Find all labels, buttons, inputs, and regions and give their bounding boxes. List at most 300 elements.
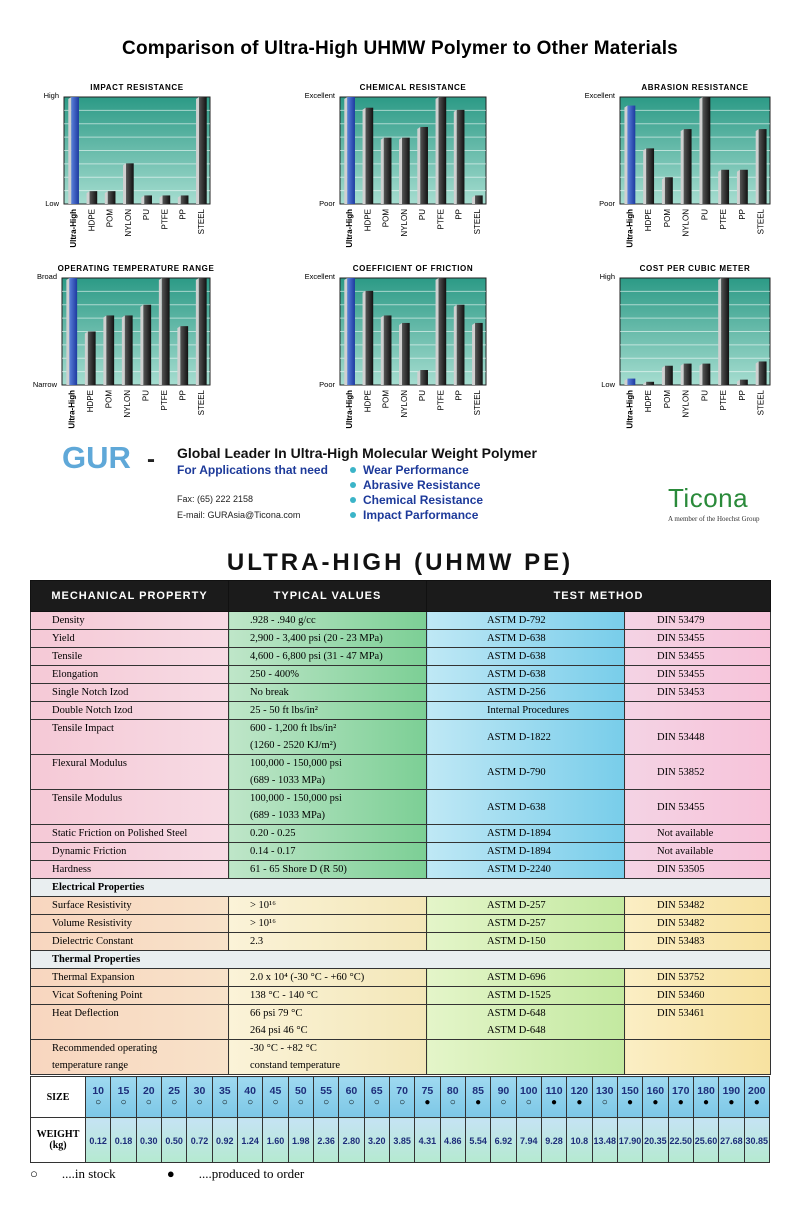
weight-cell [491, 1118, 516, 1163]
weight-cell [516, 1118, 541, 1163]
bar [721, 170, 729, 204]
property-cell-text: temperature range [52, 1060, 129, 1071]
size-cell [516, 1077, 541, 1118]
astm-cell [427, 987, 625, 1005]
bullet-icon [350, 497, 356, 503]
weight-value: 2.36 [317, 1136, 335, 1146]
value-cell [229, 969, 427, 987]
din-cell-text: DIN 53460 [657, 990, 705, 1001]
size-cell [415, 1077, 440, 1118]
table-header-row [31, 581, 771, 612]
bar [90, 191, 98, 204]
value-cell [229, 755, 427, 790]
bar [347, 97, 355, 204]
value-cell [229, 790, 427, 825]
size-cell [263, 1077, 288, 1118]
weight-value: 1.24 [241, 1136, 259, 1146]
astm-cell-text: ASTM D-1894 [487, 846, 551, 857]
bar-side [381, 138, 384, 204]
open-circle-icon: ○ [171, 1097, 178, 1108]
bar-side [363, 291, 366, 385]
bar-side [718, 278, 721, 385]
weight-value: 1.60 [266, 1136, 285, 1146]
astm-cell-text: ASTM D-792 [487, 615, 546, 626]
weight-cell [668, 1118, 693, 1163]
bar [475, 323, 483, 385]
size-value: 120 [570, 1085, 589, 1097]
open-circle-icon: ○ [323, 1097, 330, 1108]
table-row [31, 666, 771, 684]
header-property: MECHANICAL PROPERTY [31, 581, 229, 612]
value-cell-text: (689 - 1033 MPa) [250, 810, 325, 821]
value-cell [229, 897, 427, 915]
astm-cell [427, 648, 625, 666]
bar [88, 332, 96, 386]
size-cell [161, 1077, 186, 1118]
ticona-tagline: A member of the Hoechst Group [668, 515, 760, 523]
stock-legend [30, 1166, 352, 1182]
din-cell [625, 915, 771, 933]
size-value: 50 [294, 1085, 307, 1097]
property-cell [31, 648, 229, 666]
din-cell-text: DIN 53505 [657, 864, 705, 875]
bar-chart [33, 264, 215, 429]
din-cell [625, 987, 771, 1005]
bar-side [140, 305, 143, 385]
weight-cell [541, 1118, 566, 1163]
bar-side [436, 97, 439, 204]
bar [740, 170, 748, 204]
astm-cell-text: ASTM D-1822 [487, 731, 551, 743]
feature-item [350, 463, 483, 478]
astm-cell-text: ASTM D-638 [487, 651, 546, 662]
size-value: 200 [748, 1085, 766, 1097]
fax-number: Fax: (65) 222 2158 [177, 494, 254, 504]
filled-circle-icon: ● [753, 1097, 760, 1108]
section-title: Thermal Properties [31, 951, 771, 969]
weight-cell [161, 1118, 186, 1163]
size-cell [567, 1077, 592, 1118]
bar-side [681, 129, 684, 204]
filled-circle-icon: ● [728, 1097, 735, 1108]
property-cell-text: Double Notch Izod [52, 705, 133, 716]
weight-value: 2.80 [342, 1136, 361, 1146]
din-cell [625, 861, 771, 879]
property-cell-text: Flexural Modulus [52, 758, 127, 769]
table-row [31, 790, 771, 825]
bar [457, 110, 465, 204]
bar [684, 364, 692, 385]
weight-cell [693, 1118, 718, 1163]
bar [199, 97, 207, 204]
property-cell [31, 612, 229, 630]
y-label-bottom: Poor [319, 199, 335, 208]
weight-cell [313, 1118, 338, 1163]
size-value: 15 [117, 1085, 130, 1097]
property-cell-text: Hardness [52, 864, 92, 875]
size-value: 130 [595, 1085, 614, 1097]
size-value: 80 [446, 1085, 459, 1097]
bar-chart [305, 264, 486, 429]
gur-dash: - [147, 446, 155, 473]
bar-side [643, 148, 646, 204]
category-label: POM [662, 390, 672, 409]
property-cell [31, 915, 229, 933]
astm-cell [427, 612, 625, 630]
property-cell-text: Vicat Softening Point [52, 990, 143, 1001]
value-cell [229, 684, 427, 702]
category-label: Ultra-High [69, 209, 79, 248]
category-label: PP [454, 209, 464, 220]
category-label: POM [381, 209, 391, 228]
din-cell-text: DIN 53482 [657, 918, 705, 929]
bar [384, 315, 392, 385]
bar-side [68, 97, 71, 204]
bar [665, 366, 673, 385]
size-value: 170 [671, 1085, 690, 1097]
table-row [31, 702, 771, 720]
bar [347, 278, 355, 385]
category-label: NYLON [122, 390, 132, 418]
property-cell [31, 987, 229, 1005]
header-method: TEST METHOD [427, 581, 771, 612]
bar [457, 305, 465, 385]
property-cell-text: Density [52, 615, 85, 626]
open-circle-icon: ○ [601, 1097, 608, 1108]
category-label: NYLON [123, 209, 133, 237]
size-value: 35 [218, 1085, 231, 1097]
table-row [31, 612, 771, 630]
y-label-top: High [599, 272, 615, 281]
size-cell [491, 1077, 516, 1118]
value-cell-text: 0.14 - 0.17 [250, 846, 296, 857]
y-label-top: Excellent [304, 272, 335, 281]
open-circle-icon: ○ [373, 1097, 380, 1108]
astm-cell [427, 1040, 625, 1075]
size-value: 20 [142, 1085, 155, 1097]
value-cell-text: 0.20 - 0.25 [250, 828, 296, 839]
size-cell [541, 1077, 566, 1118]
category-label: PTFE [719, 390, 729, 411]
bar [163, 195, 171, 204]
bar [384, 138, 392, 204]
open-circle-icon: ○ [221, 1097, 228, 1108]
property-cell [31, 1005, 229, 1040]
din-cell-text: DIN 53455 [657, 651, 705, 662]
din-cell [625, 720, 771, 755]
din-cell [625, 702, 771, 720]
feature-item [350, 508, 483, 523]
bar [71, 97, 79, 204]
bar-side [756, 129, 759, 204]
din-cell [625, 630, 771, 648]
din-cell-text: DIN 53455 [657, 801, 705, 813]
table-row [31, 630, 771, 648]
feature-label: Impact Parformance [363, 508, 479, 522]
bar [439, 278, 447, 385]
bar-side [381, 315, 384, 385]
value-cell-text: 66 psi 79 °C [250, 1008, 303, 1019]
category-label: POM [105, 209, 115, 228]
size-cell [465, 1077, 490, 1118]
din-cell [625, 612, 771, 630]
weight-value: 0.30 [140, 1136, 158, 1146]
value-cell-text: 264 psi 46 °C [250, 1025, 308, 1036]
table-row [31, 969, 771, 987]
bar-side [472, 323, 475, 385]
bar [402, 323, 410, 385]
category-label: STEEL [472, 390, 482, 416]
size-value: 90 [497, 1085, 510, 1097]
size-value: 110 [545, 1085, 563, 1097]
bar [366, 108, 374, 204]
bar [366, 291, 374, 385]
weight-cell [364, 1118, 389, 1163]
din-cell-text: DIN 53483 [657, 936, 705, 947]
applications-intro: For Applications that need [177, 463, 328, 477]
property-cell-text: Surface Resistivity [52, 900, 132, 911]
feature-label: Abrasive Resistance [363, 478, 481, 492]
astm-cell [427, 825, 625, 843]
property-cell-text: Recommended operating [52, 1043, 158, 1054]
bar-side [417, 370, 420, 385]
weight-value: 0.18 [114, 1136, 133, 1146]
value-cell [229, 702, 427, 720]
filled-circle-icon: ● [652, 1097, 659, 1108]
y-label-bottom: Poor [319, 380, 335, 389]
category-label: HDPE [363, 390, 373, 413]
bar-side [454, 110, 457, 204]
category-label: Ultra-High [345, 390, 355, 429]
weight-cell [643, 1118, 668, 1163]
astm-cell [427, 720, 625, 755]
size-value: 150 [621, 1085, 639, 1097]
property-cell [31, 1040, 229, 1075]
category-label: PU [700, 390, 710, 402]
weight-cell [719, 1118, 744, 1163]
astm-cell-text: ASTM D-696 [487, 972, 546, 983]
size-cell [136, 1077, 161, 1118]
bar [106, 315, 114, 385]
property-cell [31, 843, 229, 861]
size-cell [617, 1077, 642, 1118]
chart-title: Coefficient of Friction [352, 264, 474, 273]
size-cell [389, 1077, 414, 1118]
table-row [31, 720, 771, 755]
page-title: Comparison of Ultra-High UHMW Polymer to Other Materials [122, 38, 678, 59]
email-address[interactable]: E-mail: GURAsia@Ticona.com [177, 510, 301, 520]
property-cell [31, 825, 229, 843]
astm-cell-text: ASTM D-648 [487, 1025, 546, 1036]
size-cell [744, 1077, 769, 1118]
astm-cell-text: ASTM D-150 [487, 936, 546, 947]
din-cell-text: DIN 53455 [657, 633, 705, 644]
din-cell [625, 933, 771, 951]
property-cell-text: Elongation [52, 669, 99, 680]
din-cell [625, 666, 771, 684]
property-cell [31, 666, 229, 684]
bar-chart [600, 264, 770, 429]
property-cell [31, 720, 229, 755]
din-cell [625, 969, 771, 987]
weight-value: 0.92 [216, 1136, 234, 1146]
table-row [31, 825, 771, 843]
astm-cell-text: ASTM D-638 [487, 633, 546, 644]
property-cell-text: Tensile Modulus [52, 793, 123, 804]
weight-cell [263, 1118, 288, 1163]
value-cell [229, 861, 427, 879]
din-cell-text: DIN 53852 [657, 766, 705, 778]
property-cell-text: Thermal Expansion [52, 972, 135, 983]
filled-circle-icon: ● [576, 1097, 583, 1108]
section-row [31, 879, 771, 897]
bar [759, 129, 767, 204]
category-label: PTFE [159, 390, 169, 411]
property-cell [31, 702, 229, 720]
bar-side [66, 278, 69, 385]
table-row [31, 755, 771, 790]
category-label: POM [662, 209, 672, 228]
din-cell-text: DIN 53482 [657, 900, 705, 911]
weight-value: 27.68 [720, 1136, 743, 1146]
astm-cell-text: ASTM D-790 [487, 766, 546, 778]
ticona-logo: Ticona [668, 483, 749, 513]
value-cell-text: 4,600 - 6,800 psi (31 - 47 MPa) [250, 651, 383, 662]
size-value: 75 [421, 1085, 434, 1097]
bar [759, 361, 767, 385]
weight-cell [237, 1118, 262, 1163]
bar-side [662, 366, 665, 385]
feature-list [350, 463, 483, 523]
astm-cell [427, 630, 625, 648]
size-table [30, 1076, 770, 1163]
table-row [31, 861, 771, 879]
category-label: Ultra-High [625, 209, 635, 248]
size-value: 65 [370, 1085, 383, 1097]
bar-side [699, 364, 702, 385]
bar [702, 97, 710, 204]
filled-circle-icon: ● [424, 1097, 431, 1108]
bar [702, 364, 710, 385]
value-cell [229, 720, 427, 755]
din-cell-text: DIN 53453 [657, 687, 705, 698]
category-label: POM [381, 390, 391, 409]
weight-label-text: WEIGHT [36, 1129, 80, 1140]
y-label-bottom: Low [45, 199, 59, 208]
value-cell-text: 600 - 1,200 ft lbs/in² [250, 723, 337, 734]
category-label: PU [418, 209, 428, 221]
gur-logo: GUR [62, 440, 131, 475]
category-label: PP [178, 390, 188, 401]
property-cell [31, 790, 229, 825]
astm-cell [427, 915, 625, 933]
bar [69, 278, 77, 385]
property-cell-text: Single Notch Izod [52, 687, 129, 698]
category-label: PTFE [160, 209, 170, 230]
weight-cell [212, 1118, 237, 1163]
filled-circle-icon: ● [551, 1097, 558, 1108]
weight-row [31, 1118, 770, 1163]
bar [439, 97, 447, 204]
property-cell-text: Volume Resistivity [52, 918, 133, 929]
open-circle-icon: ○ [500, 1097, 507, 1108]
din-cell [625, 825, 771, 843]
property-cell [31, 630, 229, 648]
size-value: 70 [396, 1085, 408, 1097]
bar-side [363, 108, 366, 204]
size-value: 55 [320, 1085, 332, 1097]
open-circle-icon: ○ [145, 1097, 152, 1108]
weight-cell [389, 1118, 414, 1163]
weight-value: 30.85 [745, 1136, 769, 1146]
weight-cell [288, 1118, 313, 1163]
y-label-bottom: Low [601, 380, 615, 389]
value-cell [229, 648, 427, 666]
table-row [31, 684, 771, 702]
category-label: PP [737, 209, 747, 220]
gur-headline: Global Leader In Ultra-High Molecular Weight Polymer [177, 445, 537, 461]
astm-cell-text: ASTM D-256 [487, 687, 546, 698]
size-cell [313, 1077, 338, 1118]
size-cell [668, 1077, 693, 1118]
astm-cell-text: Internal Procedures [487, 705, 569, 716]
property-cell-text: Tensile Impact [52, 723, 114, 734]
table-row [31, 897, 771, 915]
value-cell [229, 915, 427, 933]
value-cell-text: 138 °C - 140 °C [250, 990, 318, 1001]
bar [180, 326, 188, 385]
bar-side [681, 364, 684, 385]
category-label: PP [737, 390, 747, 401]
astm-cell [427, 1005, 625, 1040]
section-row [31, 951, 771, 969]
feature-label: Wear Performance [363, 463, 469, 477]
bar [627, 379, 635, 385]
property-cell [31, 933, 229, 951]
category-label: PU [141, 390, 151, 402]
table-row [31, 843, 771, 861]
astm-cell-text: ASTM D-257 [487, 900, 546, 911]
value-cell-text: (689 - 1033 MPa) [250, 775, 325, 786]
size-cell [364, 1077, 389, 1118]
filled-circle-icon: ● [627, 1097, 634, 1108]
size-cell [111, 1077, 136, 1118]
astm-cell [427, 755, 625, 790]
value-cell-text: 100,000 - 150,000 psi [250, 793, 342, 804]
value-cell [229, 825, 427, 843]
table-row [31, 987, 771, 1005]
category-label: Ultra-High [625, 390, 635, 429]
bar-side [417, 127, 420, 204]
din-cell [625, 1005, 771, 1040]
bar-side [737, 170, 740, 204]
property-cell [31, 755, 229, 790]
weight-value: 3.85 [393, 1136, 411, 1146]
category-label: STEEL [756, 209, 766, 235]
open-circle-icon: ○ [30, 1166, 38, 1181]
property-table [30, 580, 771, 1075]
value-cell-text: 250 - 400% [250, 669, 299, 680]
weight-cell [465, 1118, 490, 1163]
chart-title: Cost Per Cubic Meter [639, 264, 751, 273]
category-label: Ultra-High [345, 209, 355, 248]
astm-cell [427, 702, 625, 720]
bar [144, 195, 152, 204]
legend-stock-text: ....in stock [61, 1166, 116, 1181]
open-circle-icon: ○ [196, 1097, 203, 1108]
open-circle-icon: ○ [272, 1097, 279, 1108]
filled-circle-icon: ● [475, 1097, 482, 1108]
